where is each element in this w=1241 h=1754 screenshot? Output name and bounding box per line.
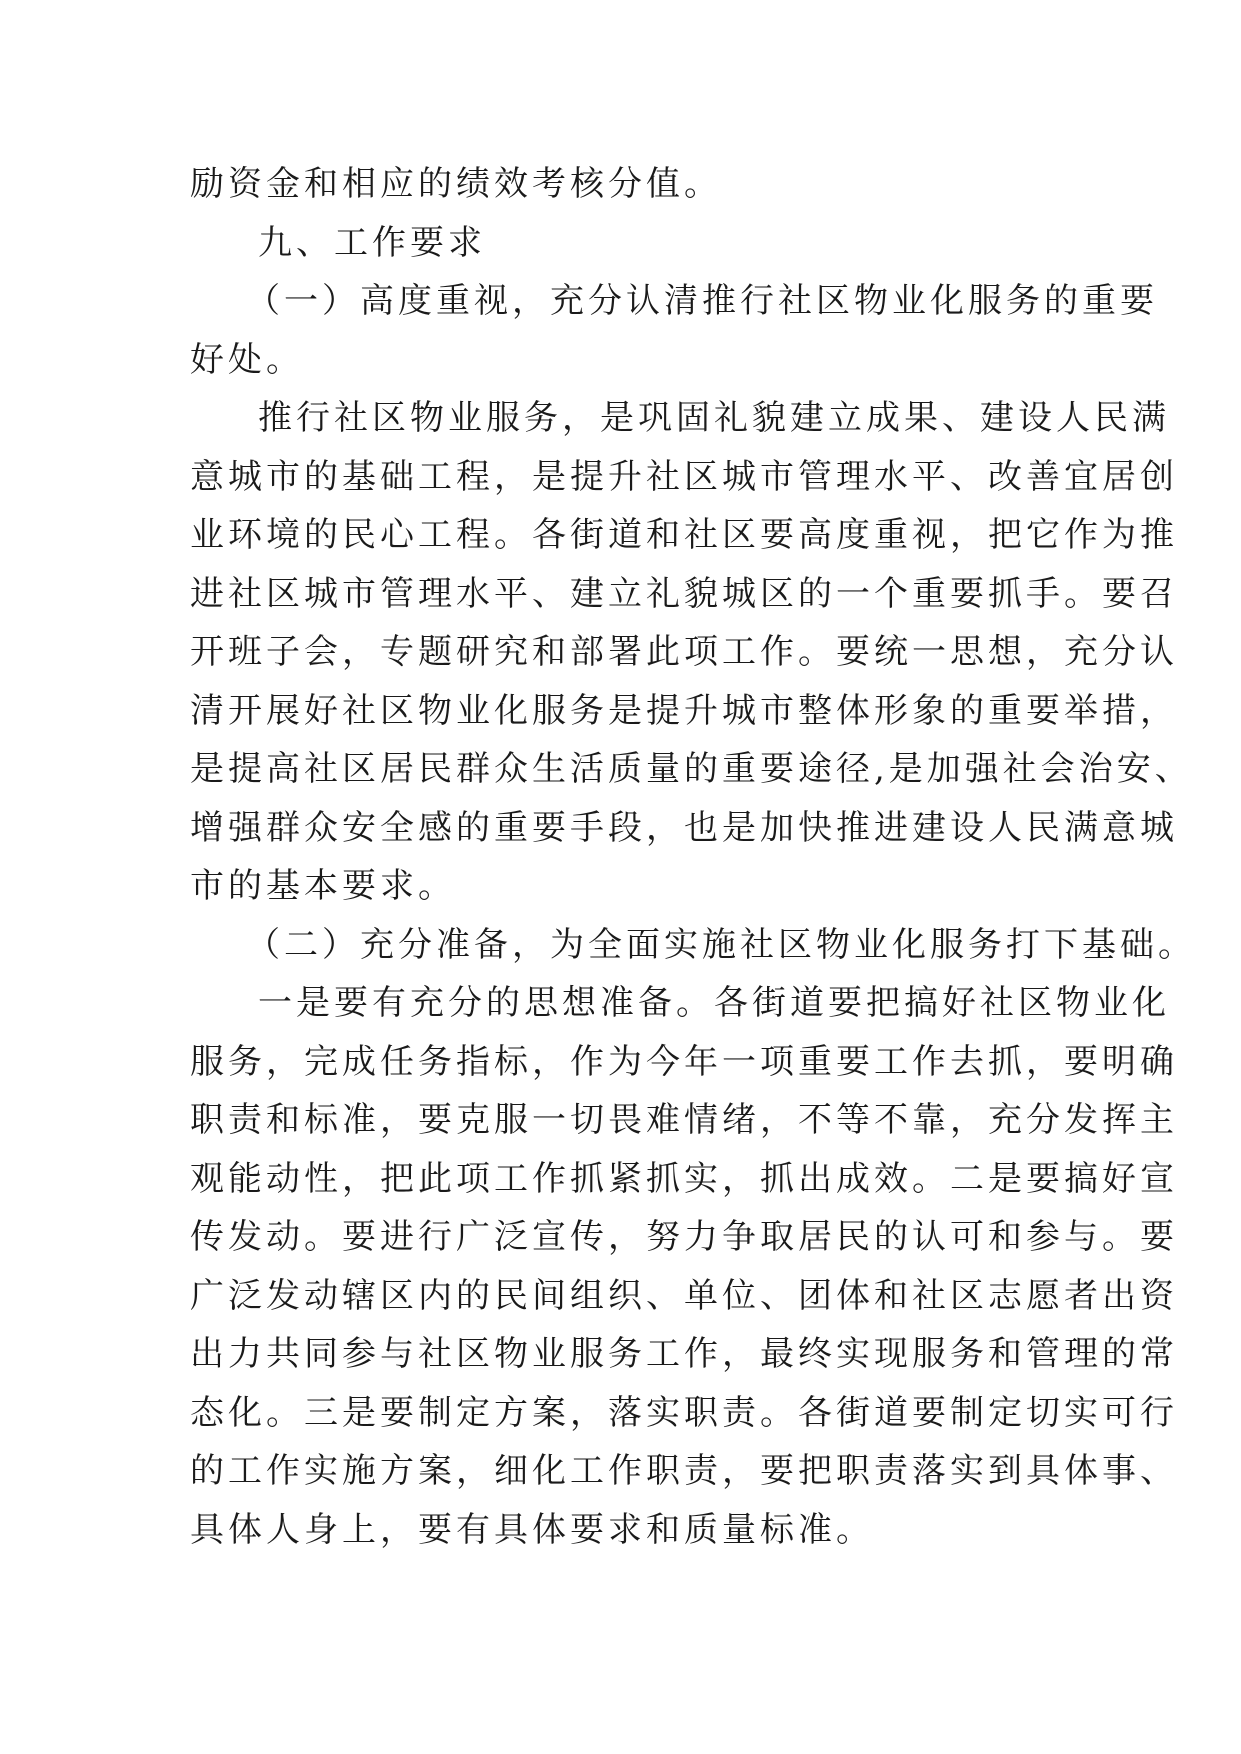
- text-line: 市的基本要求。: [190, 866, 456, 906]
- text-line: 是提高社区居民群众生活质量的重要途径,是加强社会治安、: [190, 749, 1193, 789]
- text-line: 广泛发动辖区内的民间组织、单位、团体和社区志愿者出资: [190, 1275, 1178, 1316]
- text-line: 传发动。要进行广泛宣传，努力争取居民的认可和参与。要: [190, 1217, 1178, 1257]
- text-line: 的工作实施方案，细化工作职责，要把职责落实到具体事、: [190, 1451, 1178, 1491]
- paragraph-start: 一是要有充分的思想准备。各街道要把搞好社区物业化: [258, 983, 1170, 1023]
- paragraph-start: 推行社区物业服务，是巩固礼貌建立成果、建设人民满: [258, 398, 1170, 438]
- text-line: 具体人身上，要有具体要求和质量标准。: [190, 1509, 874, 1550]
- text-line: 开班子会，专题研究和部署此项工作。要统一思想，充分认: [190, 632, 1178, 672]
- text-line: 励资金和相应的绩效考核分值。: [190, 164, 722, 204]
- text-line: 好处。: [190, 339, 304, 380]
- subsection-heading: （二）充分准备，为全面实施社区物业化服务打下基础。: [246, 924, 1196, 965]
- section-heading: 九、工作要求: [258, 222, 486, 263]
- text-line: 清开展好社区物业化服务是提升城市整体形象的重要举措，: [190, 690, 1178, 731]
- text-line: 增强群众安全感的重要手段，也是加快推进建设人民满意城: [190, 807, 1178, 848]
- text-line: 服务，完成任务指标，作为今年一项重要工作去抓，要明确: [190, 1041, 1178, 1082]
- text-line: 进社区城市管理水平、建立礼貌城区的一个重要抓手。要召: [190, 573, 1178, 614]
- text-line: 态化。三是要制定方案，落实职责。各街道要制定切实可行: [190, 1392, 1178, 1433]
- subsection-heading: （一）高度重视，充分认清推行社区物业化服务的重要: [246, 281, 1158, 321]
- text-line: 职责和标准，要克服一切畏难情绪，不等不靠，充分发挥主: [190, 1100, 1178, 1140]
- text-line: 观能动性，把此项工作抓紧抓实，抓出成效。二是要搞好宣: [190, 1158, 1178, 1199]
- text-line: 出力共同参与社区物业服务工作，最终实现服务和管理的常: [190, 1334, 1178, 1374]
- text-line: 意城市的基础工程，是提升社区城市管理水平、改善宜居创: [190, 456, 1178, 497]
- text-line: 业环境的民心工程。各街道和社区要高度重视，把它作为推: [190, 515, 1178, 555]
- document-body: [190, 155, 1196, 1559]
